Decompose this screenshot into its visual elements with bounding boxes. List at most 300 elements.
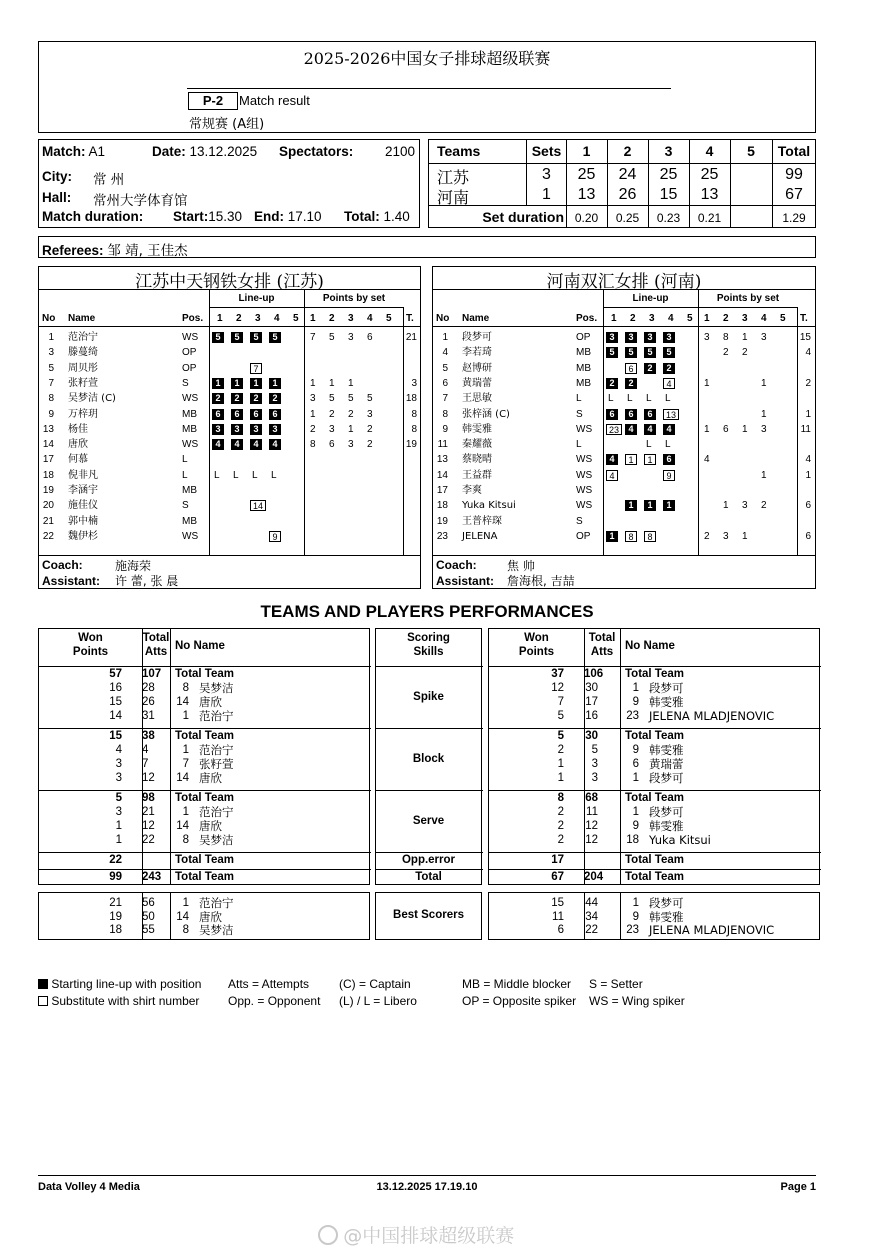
player-atts: 17 [585, 696, 598, 708]
player-row [433, 423, 815, 438]
scorer-atts: 22 [585, 924, 598, 936]
player-position: MB [182, 408, 197, 420]
player-position: WS [182, 530, 199, 542]
spectators-value: 2100 [384, 144, 415, 159]
team-won: 15 [109, 730, 122, 742]
starting-position-box: 2 [250, 393, 262, 404]
player-number: 18 [436, 500, 448, 512]
starting-position-box: 5 [625, 347, 637, 358]
player-number: 1 [48, 332, 54, 343]
starting-position-box: 6 [606, 409, 618, 420]
player-name: 王思敏 [462, 393, 492, 405]
player-position: S [182, 377, 189, 389]
player-name: 何慕 [68, 454, 88, 466]
starting-position-box: 1 [269, 378, 281, 389]
end-label: End: [254, 209, 284, 224]
team-b-col-t: T. [800, 313, 808, 324]
starting-position-box: 1 [644, 500, 656, 511]
player-number: 5 [442, 362, 448, 374]
score-header-sets: Sets [531, 143, 562, 159]
player-name: 张梓涵 (C) [462, 408, 510, 420]
player-number: 11 [437, 439, 448, 451]
set-points: 1 [723, 500, 729, 512]
team-atts: 106 [584, 668, 604, 680]
player-number: 8 [442, 408, 448, 420]
points-set-header: 4 [761, 313, 767, 324]
total-points: 15 [799, 332, 811, 343]
player-position: OP [182, 347, 197, 359]
points-set-header: 1 [704, 313, 710, 324]
city-value: 常 州 [93, 172, 125, 188]
set-duration-4: 0.21 [697, 211, 722, 225]
player-row [39, 530, 420, 545]
substitute-number-box: 23 [606, 424, 622, 435]
player-number: 13 [42, 423, 54, 435]
referees-names: 邹 靖, 王佳杰 [107, 243, 188, 259]
player-atts: 28 [142, 682, 155, 694]
team-won: 8 [557, 792, 564, 804]
total-team-label: Total Team [625, 792, 684, 804]
player-number: 8 [48, 393, 54, 405]
starting-position-box: 4 [250, 439, 262, 450]
player-position: WS [576, 454, 593, 466]
player-name: 吴梦洁 [199, 833, 234, 847]
team-a-lineup-header: Line-up [238, 293, 275, 304]
player-name: JELENA MLADJENOVIC [649, 709, 775, 723]
starting-position-box: 1 [606, 531, 618, 542]
starting-position-box: 3 [250, 424, 262, 435]
starting-position-box: 5 [663, 347, 675, 358]
footer-divider [38, 1175, 816, 1176]
scorer-name: 唐欣 [199, 909, 222, 924]
player-name: 范治宁 [199, 805, 234, 819]
team-atts: 38 [142, 730, 155, 742]
lineup-set-header: 5 [687, 313, 693, 324]
total-value: 1.40 [383, 209, 410, 224]
substitute-number-box: 14 [250, 500, 266, 511]
player-won: 4 [115, 744, 122, 756]
set-points: 2 [367, 423, 373, 435]
team-a-roster [38, 266, 421, 589]
starting-position-box: 3 [231, 424, 243, 435]
scorer-atts: 56 [142, 897, 155, 909]
legend-substitute: Substitute with shirt number [51, 994, 200, 1008]
player-atts: 31 [142, 710, 155, 722]
best-scorers-b [488, 892, 820, 940]
player-atts: 12 [585, 834, 598, 846]
player-atts: 26 [142, 696, 155, 708]
player-position: MB [576, 377, 591, 389]
substitute-number-box: 8 [644, 531, 656, 542]
scorer-atts: 44 [585, 897, 598, 909]
player-no: 1 [182, 806, 189, 818]
player-row [39, 453, 420, 468]
player-number: 14 [436, 469, 448, 481]
player-name: 韩雯雅 [649, 819, 684, 833]
footer-right: Page 1 [780, 1181, 816, 1193]
lineup-set-header: 2 [630, 313, 636, 324]
set-points: 6 [723, 423, 729, 435]
player-row [39, 438, 420, 453]
player-name: 李涵宇 [68, 485, 98, 496]
player-number: 19 [42, 485, 54, 496]
points-set-header: 3 [348, 313, 354, 324]
team-atts: 30 [585, 730, 598, 742]
starting-lineup-legend-icon [38, 979, 48, 989]
scorer-name: 吴梦洁 [199, 923, 234, 937]
libero-mark: L [665, 439, 671, 451]
libero-mark: L [627, 393, 633, 405]
total-atts-header: Atts [590, 646, 614, 658]
set-points: 3 [348, 439, 354, 451]
player-position: S [576, 515, 583, 527]
scorer-no: 1 [632, 897, 639, 909]
starting-position-box: 6 [269, 409, 281, 420]
player-position: MB [182, 485, 197, 496]
start-value: 15.30 [208, 209, 243, 224]
player-name: 段梦可 [649, 771, 684, 785]
team-a-name: 江苏中天钢铁女排 (江苏) [135, 272, 324, 292]
player-position: WS [576, 500, 593, 512]
total-team-label: Total Team [625, 871, 684, 883]
footer-center: 13.12.2025 17.19.10 [376, 1181, 478, 1193]
player-atts: 5 [591, 744, 598, 756]
date-label: Date: [152, 144, 186, 159]
player-number: 7 [442, 393, 448, 405]
team-a-coach: 施海荣 [115, 559, 152, 573]
set-points: 2 [310, 423, 316, 435]
player-atts: 11 [586, 806, 598, 818]
player-row [433, 408, 815, 423]
team-b-coach: 焦 帅 [507, 559, 535, 573]
substitute-number-box: 8 [625, 531, 637, 542]
set-points: 3 [761, 423, 767, 435]
player-atts: 12 [142, 820, 155, 832]
player-position: MB [182, 423, 197, 435]
scorer-no: 8 [182, 924, 189, 936]
team-atts: 98 [142, 792, 155, 804]
player-number: 9 [48, 408, 54, 420]
starting-position-box: 4 [231, 439, 243, 450]
lineup-set-header: 5 [293, 313, 299, 324]
set-duration-2: 0.25 [615, 211, 640, 225]
substitute-number-box: 9 [269, 531, 281, 542]
won-points-header: Won [524, 632, 549, 644]
set-points: 1 [742, 332, 748, 343]
player-won: 2 [557, 806, 564, 818]
total-points: 1 [805, 469, 811, 481]
team-b-assistant: 詹海根, 吉喆 [507, 574, 575, 588]
team-a-col-pos: Pos. [182, 313, 204, 324]
player-name: 杨佳 [68, 423, 88, 435]
starting-position-box: 1 [231, 378, 243, 389]
total-atts-header: Atts [144, 646, 168, 658]
opp-error-b: 17 [551, 854, 564, 866]
team-b-col-no: No [436, 313, 450, 324]
player-position: WS [576, 423, 593, 435]
total-points: 6 [805, 530, 811, 542]
player-won: 3 [115, 758, 122, 770]
footer-left: Data Volley 4 Media [38, 1181, 140, 1193]
player-atts: 12 [142, 772, 155, 784]
player-won: 1 [115, 834, 122, 846]
set-points: 1 [742, 530, 748, 542]
team-b-coach-label: Coach: [436, 558, 477, 572]
starting-position-box: 6 [625, 409, 637, 420]
player-name: 周贝彤 [68, 362, 98, 374]
player-name: Yuka Kitsui [649, 833, 711, 847]
set-points: 3 [704, 332, 710, 343]
player-position: S [576, 408, 583, 420]
score-table [428, 139, 816, 228]
total-team-label: Total Team [625, 668, 684, 680]
set-points: 3 [310, 393, 316, 405]
end-value: 17.10 [287, 209, 322, 224]
points-set-header: 5 [386, 313, 392, 324]
total-points: 21 [405, 332, 417, 343]
total-team-label: Total Team [175, 792, 234, 804]
set-points: 1 [329, 377, 335, 389]
starting-position-box: 6 [644, 409, 656, 420]
scorer-won: 19 [109, 910, 122, 923]
starting-position-box: 2 [231, 393, 243, 404]
team-won: 5 [115, 792, 122, 804]
match-value: A1 [88, 144, 106, 159]
starting-position-box: 4 [644, 424, 656, 435]
duration-label: Match duration: [42, 209, 144, 224]
player-name: 段梦可 [649, 805, 684, 819]
player-position: MB [576, 347, 591, 359]
team-won: 5 [557, 730, 564, 742]
player-no: 23 [626, 710, 639, 722]
perf-skills [375, 628, 482, 885]
player-name: 王益群 [462, 469, 492, 481]
player-number: 1 [442, 332, 448, 343]
starting-position-box: 4 [625, 424, 637, 435]
opp-error-label: Opp.error [401, 854, 456, 866]
player-row [433, 469, 815, 484]
player-atts: 16 [585, 710, 598, 722]
legend-item: S = Setter [589, 977, 643, 991]
scorer-no: 1 [182, 897, 189, 909]
team-won: 37 [551, 668, 564, 680]
skill-name: Serve [412, 815, 445, 827]
player-atts: 3 [591, 772, 598, 784]
player-no: 1 [182, 744, 189, 756]
perf-team-b [488, 628, 820, 885]
set-points: 3 [348, 332, 354, 343]
player-name: 秦耀薇 [462, 439, 492, 451]
lineup-set-header: 1 [611, 313, 617, 324]
set-points: 6 [367, 332, 373, 343]
player-no: 8 [182, 682, 189, 694]
total-team-label: Total Team [175, 668, 234, 680]
player-position: WS [182, 393, 199, 405]
total-atts-b: 204 [584, 871, 604, 883]
scorer-won: 21 [109, 897, 122, 909]
starting-position-box: 2 [625, 378, 637, 389]
starting-position-box: 2 [644, 363, 656, 374]
score-a-total: 99 [785, 166, 803, 183]
scorer-won: 18 [109, 924, 122, 936]
player-name: 张籽萱 [68, 377, 98, 389]
weibo-logo-icon [318, 1225, 338, 1245]
total-label: Total [415, 871, 442, 883]
score-a-s3: 25 [659, 166, 678, 183]
total-atts-header: Total [142, 632, 170, 644]
set-points: 3 [761, 332, 767, 343]
starting-position-box: 6 [231, 409, 243, 420]
player-won: 2 [557, 820, 564, 832]
set-points: 2 [367, 439, 373, 451]
total-points: 19 [405, 439, 417, 451]
player-no: 14 [176, 696, 189, 708]
scoring-skills-header: Skills [413, 646, 444, 658]
legend [38, 975, 738, 1011]
hall-label: Hall: [42, 190, 72, 205]
total-label: Total: [344, 209, 380, 224]
skill-name: Block [412, 753, 445, 765]
player-no: 18 [626, 834, 639, 846]
score-header-set5: 5 [747, 143, 755, 159]
player-name: 倪非凡 [68, 469, 98, 481]
set-points: 2 [723, 347, 729, 359]
set-points: 1 [742, 423, 748, 435]
set-points: 3 [367, 408, 373, 420]
team-a-assistant-label: Assistant: [42, 574, 101, 588]
set-points: 2 [704, 530, 710, 542]
set-points: 1 [704, 377, 710, 389]
no-name-header: No Name [175, 640, 225, 652]
substitute-number-box: 1 [625, 454, 637, 465]
total-team-label: Total Team [175, 871, 234, 883]
page-title: 2025-2026中国女子排球超级联赛 [303, 49, 551, 68]
player-won: 7 [557, 696, 564, 708]
score-b-total: 67 [785, 186, 803, 203]
set-points: 1 [310, 377, 316, 389]
set-points: 7 [310, 332, 316, 343]
spectators-label: Spectators: [279, 144, 354, 159]
player-name: 魏伊杉 [68, 530, 98, 542]
player-number: 17 [436, 485, 448, 496]
player-number: 9 [442, 423, 448, 435]
set-points: 6 [329, 439, 335, 451]
player-name: 滕蔓绮 [68, 347, 98, 359]
player-name: 唐欣 [68, 439, 88, 451]
team-b-assistant-label: Assistant: [436, 574, 495, 588]
total-points: 6 [805, 500, 811, 512]
set-points: 2 [348, 408, 354, 420]
total-points: 11 [800, 423, 811, 435]
total-points: 1 [805, 408, 811, 420]
starting-position-box: 5 [606, 347, 618, 358]
set-points: 5 [367, 393, 373, 405]
scorer-no: 9 [632, 910, 639, 923]
set-points: 1 [348, 377, 354, 389]
set-points: 1 [761, 408, 767, 420]
score-header-set3: 3 [664, 143, 673, 159]
scorer-atts: 34 [585, 910, 598, 923]
city-label: City: [42, 169, 72, 184]
lineup-set-header: 3 [649, 313, 655, 324]
scorer-won: 15 [551, 897, 564, 909]
substitute-number-box: 6 [625, 363, 637, 374]
starting-position-box: 2 [663, 363, 675, 374]
player-won: 2 [557, 744, 564, 756]
score-team-a: 江苏 [437, 168, 470, 187]
player-name: 韩雯雅 [649, 695, 684, 709]
legend-starting: Starting line-up with position [51, 977, 202, 991]
scorer-name: 段梦可 [649, 896, 684, 910]
player-row [433, 530, 815, 545]
opp-error-a: 22 [109, 854, 122, 866]
player-no: 14 [176, 820, 189, 832]
score-header-set4: 4 [705, 143, 714, 159]
starting-position-box: 5 [250, 332, 262, 343]
player-row [433, 362, 815, 377]
total-team-label: Total Team [625, 730, 684, 742]
total-points: 8 [411, 408, 417, 420]
starting-position-box: 2 [606, 378, 618, 389]
best-scorers-label-box [375, 892, 482, 940]
page-code: P-2 [188, 92, 238, 110]
team-won: 57 [109, 668, 122, 680]
score-b-sets: 1 [542, 186, 551, 203]
player-number: 5 [48, 362, 54, 374]
performances-title: TEAMS AND PLAYERS PERFORMANCES [260, 602, 594, 621]
player-number: 21 [42, 515, 54, 527]
player-number: 7 [48, 377, 54, 389]
player-name: 李爽 [462, 485, 482, 496]
set-points: 5 [329, 332, 335, 343]
score-b-s1: 13 [577, 186, 596, 203]
player-number: 6 [442, 377, 448, 389]
set-duration-total: 1.29 [782, 211, 806, 225]
player-won: 14 [109, 710, 122, 722]
total-points: 3 [411, 377, 417, 389]
points-set-header: 2 [329, 313, 335, 324]
player-atts: 22 [142, 834, 155, 846]
starting-position-box: 3 [606, 332, 618, 343]
starting-position-box: 5 [212, 332, 224, 343]
player-no: 9 [632, 744, 639, 756]
team-a-col-t: T. [406, 313, 414, 324]
substitute-legend-icon [38, 996, 48, 1006]
starting-position-box: 1 [663, 500, 675, 511]
player-name: 范治宁 [199, 743, 234, 757]
scoring-skills-header: Scoring [407, 632, 450, 644]
player-name: 蔡晓晴 [462, 454, 492, 466]
player-position: S [182, 500, 189, 512]
player-name: JELENA [462, 530, 498, 542]
player-won: 15 [109, 696, 122, 708]
player-row [433, 453, 815, 468]
player-number: 19 [436, 515, 448, 527]
player-atts: 3 [591, 758, 598, 770]
score-header-total: Total [777, 143, 811, 159]
best-scorers-label: Best Scorers [393, 909, 464, 921]
player-row [39, 392, 420, 407]
total-atts-header: Total [588, 632, 616, 644]
score-team-b: 河南 [437, 188, 470, 207]
starting-position-box: 6 [250, 409, 262, 420]
set-points: 3 [329, 423, 335, 435]
starting-position-box: 3 [212, 424, 224, 435]
player-won: 2 [557, 834, 564, 846]
player-position: L [182, 469, 188, 481]
player-position: MB [182, 515, 197, 527]
player-row [433, 346, 815, 361]
